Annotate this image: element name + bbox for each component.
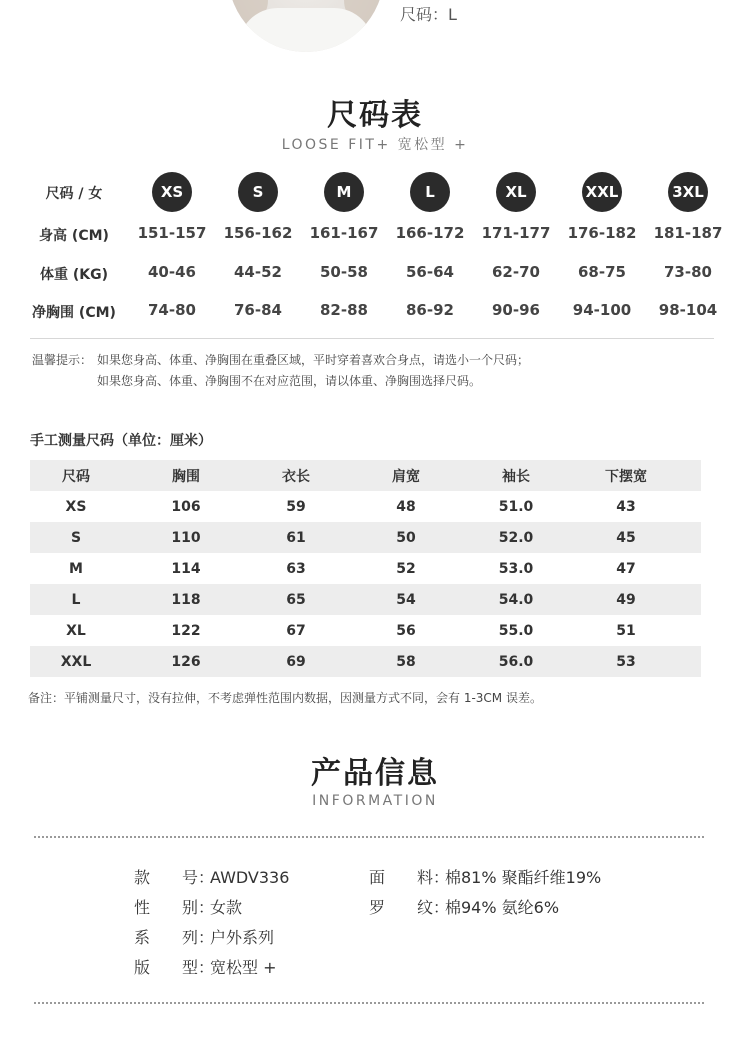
divider bbox=[30, 338, 714, 339]
size-badge: S bbox=[238, 172, 278, 212]
column-header: 下摆宽 bbox=[605, 468, 647, 485]
table-row bbox=[30, 584, 701, 615]
model-photo bbox=[228, 0, 384, 52]
info-value: 棉81% 聚酯纤维19% bbox=[445, 868, 602, 887]
weight-label: 体重 (KG) bbox=[39, 267, 108, 283]
table-cell: 56.0 bbox=[498, 653, 534, 670]
chest-label: 净胸围 (CM) bbox=[32, 305, 116, 321]
table-cell: 110 bbox=[171, 529, 201, 546]
info-value: 户外系列 bbox=[210, 928, 275, 947]
table-cell: 67 bbox=[286, 622, 306, 639]
table-cell: 69 bbox=[286, 653, 306, 670]
table-cell: 47 bbox=[616, 560, 636, 577]
height-cell: 161-167 bbox=[309, 224, 379, 242]
measure-note: 备注：平铺测量尺寸，没有拉伸，不考虑弹性范围内数据，因测量方式不同，会有 1-3CM 误差。 bbox=[28, 691, 542, 705]
height-cell: 156-162 bbox=[223, 224, 293, 242]
chest-cell: 94-100 bbox=[572, 301, 632, 319]
size-badge: XXL bbox=[582, 172, 622, 212]
table-cell: 43 bbox=[616, 498, 636, 515]
dotted-divider bbox=[34, 836, 704, 838]
info-row: 款号：AWDV336 bbox=[134, 863, 289, 893]
chest-cell: 76-84 bbox=[234, 301, 282, 319]
info-key: 罗纹 bbox=[369, 898, 433, 917]
table-cell: 122 bbox=[171, 622, 201, 639]
chest-row bbox=[0, 291, 750, 331]
table-row bbox=[30, 646, 701, 677]
weight-cell: 44-52 bbox=[234, 263, 282, 281]
table-cell: 51.0 bbox=[498, 498, 534, 515]
info-row: 性别：女款 bbox=[134, 893, 289, 923]
weight-cell: 50-58 bbox=[320, 263, 368, 281]
info-value: 女款 bbox=[210, 898, 243, 917]
info-row: 系列：户外系列 bbox=[134, 923, 289, 953]
column-header: 尺码 bbox=[62, 468, 90, 485]
weight-row bbox=[0, 253, 750, 293]
info-key: 款号 bbox=[134, 868, 198, 887]
table-cell: 48 bbox=[396, 498, 416, 515]
tips-lead: 温馨提示： bbox=[32, 353, 93, 367]
size-header-row bbox=[0, 172, 750, 212]
table-cell: 52.0 bbox=[498, 529, 534, 546]
tips bbox=[32, 350, 529, 392]
table-cell: 45 bbox=[616, 529, 636, 546]
dotted-divider bbox=[34, 1002, 704, 1004]
table-cell: M bbox=[69, 560, 83, 577]
model-size: 尺码：L bbox=[400, 5, 457, 24]
table-cell: 114 bbox=[171, 560, 201, 577]
chest-cell: 82-88 bbox=[320, 301, 368, 319]
info-row: 面料：棉81% 聚酯纤维19% bbox=[369, 863, 601, 893]
table-cell: 55.0 bbox=[498, 622, 534, 639]
weight-cell: 56-64 bbox=[406, 263, 454, 281]
table-cell: 126 bbox=[171, 653, 201, 670]
product-info-subtitle: INFORMATION bbox=[312, 793, 438, 809]
table-row bbox=[30, 615, 701, 646]
height-cell: 171-177 bbox=[481, 224, 551, 242]
size-badge: XL bbox=[496, 172, 536, 212]
info-row: 版型：宽松型 + bbox=[134, 953, 289, 983]
model-info bbox=[400, 0, 457, 30]
table-cell: S bbox=[70, 529, 82, 546]
info-row: 罗纹：棉94% 氨纶6% bbox=[369, 893, 601, 923]
table-cell: 58 bbox=[396, 653, 416, 670]
table-cell: 51 bbox=[616, 622, 636, 639]
info-key: 性别 bbox=[134, 898, 198, 917]
chest-cell: 86-92 bbox=[406, 301, 454, 319]
table-cell: L bbox=[71, 591, 81, 608]
info-value: AWDV336 bbox=[210, 868, 290, 887]
table-row bbox=[30, 553, 701, 584]
table-cell: 59 bbox=[286, 498, 306, 515]
table-cell: 50 bbox=[396, 529, 416, 546]
product-info-title: 产品信息 bbox=[311, 756, 439, 791]
table-cell: XXL bbox=[60, 653, 92, 670]
measure-table bbox=[30, 460, 701, 677]
column-header: 肩宽 bbox=[392, 468, 420, 485]
table-cell: 65 bbox=[286, 591, 306, 608]
chest-cell: 90-96 bbox=[492, 301, 540, 319]
chest-cell: 98-104 bbox=[658, 301, 718, 319]
table-cell: 54 bbox=[396, 591, 416, 608]
height-label: 身高 (CM) bbox=[39, 228, 109, 244]
column-header: 衣长 bbox=[282, 468, 310, 485]
measure-title: 手工测量尺码（单位：厘米） bbox=[30, 433, 212, 449]
weight-cell: 40-46 bbox=[148, 263, 196, 281]
info-key: 系列 bbox=[134, 928, 198, 947]
height-cell: 176-182 bbox=[567, 224, 637, 242]
table-cell: XL bbox=[66, 622, 86, 639]
table-row bbox=[30, 491, 701, 522]
table-row bbox=[30, 522, 701, 553]
table-cell: 106 bbox=[171, 498, 201, 515]
table-cell: 118 bbox=[171, 591, 201, 608]
height-cell: 151-157 bbox=[137, 224, 207, 242]
height-row bbox=[0, 214, 750, 254]
table-cell: 56 bbox=[396, 622, 416, 639]
column-header: 胸围 bbox=[172, 468, 200, 485]
height-cell: 166-172 bbox=[395, 224, 465, 242]
table-cell: XS bbox=[65, 498, 87, 515]
size-chart-title: 尺码表 bbox=[327, 98, 423, 133]
chest-cell: 74-80 bbox=[148, 301, 196, 319]
weight-cell: 62-70 bbox=[492, 263, 540, 281]
tips-line: 如果您身高、体重、净胸围不在对应范围，请以体重、净胸围选择尺码。 bbox=[97, 374, 482, 388]
size-badge: 3XL bbox=[668, 172, 708, 212]
weight-cell: 73-80 bbox=[664, 263, 712, 281]
size-badge: L bbox=[410, 172, 450, 212]
tips-line: 如果您身高、体重、净胸围在重叠区域，平时穿着喜欢合身点，请选小一个尺码； bbox=[97, 353, 530, 367]
table-cell: 63 bbox=[286, 560, 306, 577]
table-cell: 61 bbox=[286, 529, 306, 546]
size-badge: XS bbox=[152, 172, 192, 212]
table-cell: 52 bbox=[396, 560, 416, 577]
column-header: 袖长 bbox=[502, 468, 530, 485]
info-key: 版型 bbox=[134, 958, 198, 977]
info-key: 面料 bbox=[369, 868, 433, 887]
info-value: 棉94% 氨纶6% bbox=[445, 898, 560, 917]
size-badge: M bbox=[324, 172, 364, 212]
table-cell: 54.0 bbox=[498, 591, 534, 608]
weight-cell: 68-75 bbox=[578, 263, 626, 281]
product-info-left bbox=[134, 863, 289, 983]
size-chart-subtitle: LOOSE FIT+ 宽松型 + bbox=[281, 137, 469, 153]
height-cell: 181-187 bbox=[653, 224, 723, 242]
table-cell: 49 bbox=[616, 591, 636, 608]
table-header bbox=[30, 460, 701, 491]
table-cell: 53 bbox=[616, 653, 636, 670]
size-header-label: 尺码 / 女 bbox=[45, 186, 103, 202]
info-value: 宽松型 + bbox=[210, 958, 277, 977]
table-cell: 53.0 bbox=[498, 560, 534, 577]
product-info-right bbox=[369, 863, 601, 923]
